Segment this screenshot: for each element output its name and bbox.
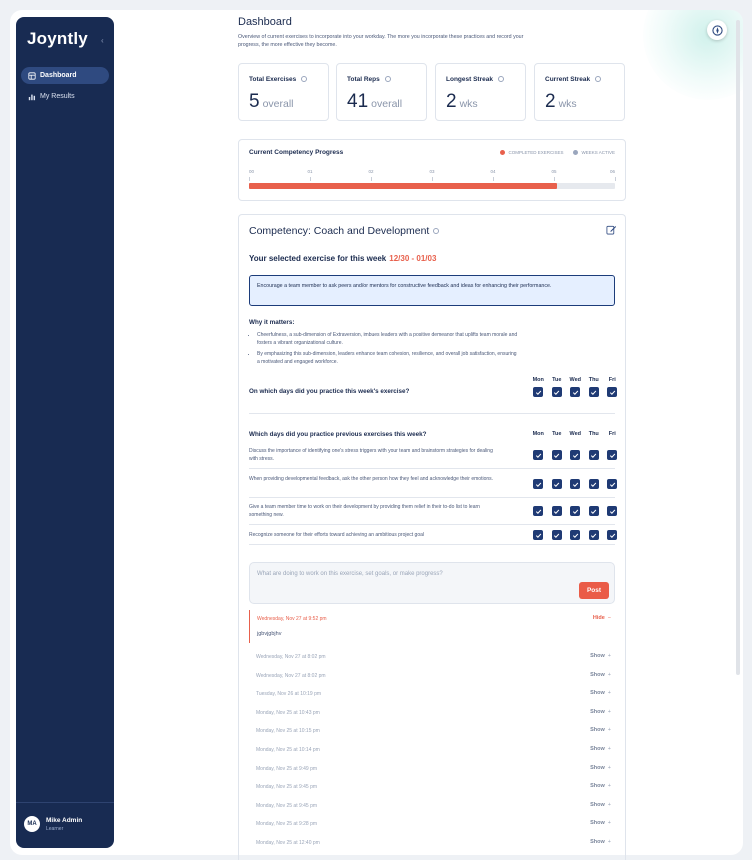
comment-box[interactable]	[249, 562, 615, 604]
progress-tick-label: 05	[551, 169, 557, 174]
info-icon[interactable]	[301, 76, 307, 82]
stat-total-exercises	[238, 63, 329, 121]
this-week-question: On which days did you practice this week's exercise?	[249, 388, 410, 395]
list-item: • By emphasizing this sub-dimension, leaders enhance team cohesion, resilience, and overall job satisfaction, ensuring a motivated and engaged workforce.	[257, 351, 519, 366]
checkbox-tue[interactable]	[552, 530, 562, 540]
stat-label: Total Exercises	[249, 76, 297, 83]
divider	[249, 413, 615, 414]
history-toggle-label: Show	[590, 746, 605, 752]
checkbox-fri[interactable]	[607, 506, 617, 516]
history-date: Monday, Nov 25 at 9:49 pm	[256, 765, 318, 772]
stat-unit: wks	[459, 98, 478, 110]
list-item	[249, 760, 615, 778]
checkbox-tue[interactable]	[552, 450, 562, 460]
day-label: Fri	[608, 377, 616, 383]
history-toggle-label: Show	[590, 764, 605, 771]
list-item	[249, 685, 615, 703]
history-toggle-button[interactable]	[590, 802, 611, 808]
day-label: Thu	[588, 431, 599, 437]
info-icon[interactable]	[595, 76, 601, 82]
plus-icon: +	[607, 708, 611, 715]
prev-exercise-checkboxes	[533, 506, 617, 516]
history-toggle-label: Show	[590, 727, 605, 734]
competency-progress-card	[238, 139, 626, 201]
day-label: Tue	[552, 431, 562, 437]
check-icon	[590, 452, 597, 459]
check-icon	[590, 508, 597, 515]
history-toggle-label: Show	[590, 783, 605, 790]
avatar: MA	[24, 816, 40, 832]
day-label: Thu	[588, 377, 599, 383]
week-label: Your selected exercise for this week	[249, 254, 387, 263]
progress-track	[249, 183, 615, 189]
history-date: Monday, Nov 25 at 9:45 pm	[256, 802, 318, 809]
checkbox-fri[interactable]	[607, 530, 617, 540]
check-icon	[609, 389, 616, 396]
check-icon	[553, 389, 560, 396]
check-icon	[609, 481, 616, 488]
history-date: Wednesday, Nov 27 at 8:02 pm	[256, 654, 326, 660]
history-toggle-label: Show	[590, 839, 605, 845]
progress-tick-label: 00	[249, 169, 255, 174]
checkbox-thu[interactable]	[589, 530, 599, 540]
check-icon	[535, 508, 542, 515]
progress-tick-label: 01	[307, 169, 313, 174]
prev-exercise-text: When providing developmental feedback, ask the other person how they feel and acknowledge their emotions.	[249, 476, 494, 482]
checkbox-tue[interactable]	[552, 506, 562, 516]
checkbox-fri[interactable]	[607, 450, 617, 460]
checkbox-mon[interactable]	[533, 530, 543, 540]
check-icon	[590, 532, 597, 539]
history-toggle-button[interactable]	[590, 653, 611, 659]
checkbox-thu[interactable]	[589, 450, 599, 460]
stat-label: Current Streak	[545, 76, 591, 83]
prev-exercise-checkboxes	[533, 450, 617, 460]
sidebar	[16, 17, 114, 848]
table-row	[249, 500, 615, 525]
history-toggle-label: Show	[590, 708, 605, 715]
week-dates: 12/30 - 01/03	[389, 254, 437, 263]
list-item	[249, 610, 615, 643]
sidebar-item-label: Dashboard	[40, 72, 77, 79]
table-row	[249, 527, 615, 545]
check-icon	[535, 532, 542, 539]
minus-icon: −	[607, 615, 611, 621]
plus-icon: +	[607, 727, 611, 734]
history-toggle-button[interactable]	[593, 615, 611, 621]
list-item	[249, 648, 615, 666]
plus-icon: +	[607, 764, 611, 771]
checkbox-thu[interactable]	[589, 479, 599, 489]
plus-icon: +	[607, 746, 611, 752]
checkbox-wed[interactable]	[570, 530, 580, 540]
check-icon	[535, 389, 542, 396]
stat-label: Longest Streak	[446, 76, 493, 83]
history-date: Monday, Nov 25 at 9:28 pm	[256, 821, 318, 828]
history-body: jgbvjgbjhv	[257, 631, 282, 637]
page-scrollbar[interactable]	[736, 20, 740, 675]
stat-unit: overall	[371, 98, 403, 110]
plus-icon: +	[607, 801, 611, 808]
edit-icon[interactable]	[606, 224, 617, 235]
user-role: Learner	[46, 825, 64, 832]
progress-tick-mark	[493, 177, 494, 181]
this-week-checkboxes	[533, 387, 617, 397]
checkbox-wed[interactable]	[570, 387, 580, 397]
check-icon	[535, 452, 542, 459]
decorative-glow	[643, 10, 743, 100]
why-title: Why it matters:	[249, 319, 295, 326]
history-toggle-button[interactable]	[590, 820, 611, 826]
stat-total-reps	[336, 63, 427, 121]
stat-current-streak	[534, 63, 625, 121]
stat-unit: overall	[262, 98, 294, 110]
day-label: Fri	[608, 431, 616, 437]
list-item	[249, 722, 615, 740]
results-icon	[28, 93, 36, 101]
selected-exercise: Encourage a team member to ask peers and/or mentors for constructive feedback and ideas for enhancing their performance.	[249, 275, 615, 306]
progress-tick-mark	[432, 177, 433, 181]
checkbox-wed[interactable]	[570, 450, 580, 460]
checkbox-wed[interactable]	[570, 479, 580, 489]
check-icon	[609, 532, 616, 539]
progress-tick-label: 04	[490, 169, 496, 174]
day-label: Wed	[569, 431, 581, 437]
history-toggle-button[interactable]	[590, 727, 611, 733]
check-icon	[572, 481, 579, 488]
info-icon[interactable]	[498, 76, 504, 82]
collapse-sidebar-button[interactable]: ‹	[101, 36, 104, 45]
history-toggle-button[interactable]	[590, 746, 611, 752]
plus-icon: +	[607, 839, 611, 845]
day-label: Mon	[532, 431, 544, 437]
sidebar-item-label: My Results	[40, 93, 75, 100]
checkbox-tue[interactable]	[552, 387, 562, 397]
checkbox-mon[interactable]	[533, 479, 543, 489]
day-label: Mon	[532, 377, 544, 383]
history-toggle-button[interactable]	[590, 709, 611, 715]
prev-exercise-checkboxes	[533, 530, 617, 540]
progress-title: Current Competency Progress	[249, 149, 344, 156]
sidebar-item-dashboard[interactable]	[21, 67, 109, 84]
check-icon	[535, 481, 542, 488]
check-icon	[553, 481, 560, 488]
history-date: Monday, Nov 25 at 10:14 pm	[256, 747, 320, 753]
day-label: Tue	[552, 377, 562, 383]
list-item	[249, 797, 615, 815]
plus-icon: +	[607, 671, 611, 678]
check-icon	[590, 481, 597, 488]
history-date: Monday, Nov 25 at 9:45 pm	[256, 784, 318, 791]
check-icon	[553, 532, 560, 539]
sidebar-divider	[16, 802, 114, 803]
list-item	[249, 834, 615, 852]
progress-tick-mark	[249, 177, 250, 181]
checkbox-tue[interactable]	[552, 479, 562, 489]
check-icon	[572, 508, 579, 515]
stat-value: 41	[347, 91, 369, 112]
page-subtitle: Overview of current exercises to incorporate into your workday. The more you incorporate these practices and record your progress, the more effective they become.	[238, 34, 524, 48]
comment-input[interactable]: What are doing to work on this exercise, set goals, or make progress?	[257, 571, 443, 577]
competency-title: Competency: Coach and Development	[249, 225, 430, 237]
plus-icon: +	[607, 653, 611, 659]
checkbox-mon[interactable]	[533, 506, 543, 516]
check-icon	[609, 452, 616, 459]
check-icon	[572, 452, 579, 459]
plus-icon: +	[607, 690, 611, 697]
checkbox-fri[interactable]	[607, 479, 617, 489]
prev-exercise-checkboxes	[533, 479, 617, 489]
sidebar-nav	[21, 67, 109, 109]
history-toggle-label: Show	[590, 653, 605, 659]
list-item	[249, 667, 615, 685]
stat-longest-streak	[435, 63, 526, 121]
checkbox-mon[interactable]	[533, 387, 543, 397]
progress-tick-label: 06	[609, 169, 615, 174]
user-name: Mike Admin	[46, 816, 83, 824]
compass-icon	[712, 25, 723, 36]
check-icon	[553, 452, 560, 459]
day-label: Wed	[569, 377, 581, 383]
competency-card	[238, 214, 626, 860]
prev-question: Which days did you practice previous exercises this week?	[249, 431, 427, 438]
history-date: Monday, Nov 25 at 10:43 pm	[256, 709, 320, 716]
history-toggle-button[interactable]	[590, 783, 611, 789]
stat-label: Total Reps	[347, 76, 380, 83]
app-logo: Joyntly	[27, 29, 88, 48]
history-toggle-button[interactable]	[590, 765, 611, 771]
list-item: • Cheerfulness, a sub-dimension of Extraversion, imbues leaders with a positive demeanor that uplifts team morale and fosters a vibrant organizational culture.	[257, 332, 519, 347]
legend-completed: COMPLETED EXERCISES	[508, 150, 564, 155]
history-toggle-label: Show	[590, 671, 605, 678]
progress-legend	[490, 150, 615, 155]
list-item	[249, 704, 615, 722]
history-date: Monday, Nov 25 at 10:15 pm	[256, 728, 320, 735]
progress-tick-mark	[554, 177, 555, 181]
history-toggle-label: Show	[590, 801, 605, 808]
checkbox-mon[interactable]	[533, 450, 543, 460]
plus-icon: +	[607, 783, 611, 790]
prev-exercise-text: Recognize someone for their efforts toward achieving an ambitious project goal	[249, 532, 425, 538]
stat-unit: wks	[558, 98, 577, 110]
check-icon	[590, 389, 597, 396]
table-row	[249, 445, 615, 469]
progress-tick-label: 03	[429, 169, 435, 174]
plus-icon: +	[607, 820, 611, 827]
completed-dot-icon	[500, 150, 505, 155]
progress-tick-label: 02	[368, 169, 374, 174]
check-icon	[553, 508, 560, 515]
check-icon	[609, 508, 616, 515]
history-toggle-label: Show	[590, 690, 605, 697]
why-list	[249, 332, 519, 370]
history-date: Monday, Nov 25 at 12:40 pm	[256, 840, 320, 846]
stat-value: 2	[545, 91, 556, 112]
checkbox-wed[interactable]	[570, 506, 580, 516]
progress-tickmarks	[249, 177, 615, 181]
history-date: Wednesday, Nov 27 at 8:02 pm	[256, 672, 326, 679]
floating-action-button[interactable]	[707, 20, 727, 40]
legend-weeks: WEEKS ACTIVE	[581, 150, 615, 155]
info-icon[interactable]	[433, 228, 439, 234]
table-row	[249, 471, 615, 498]
history-date: Tuesday, Nov 26 at 10:19 pm	[256, 691, 322, 698]
progress-tick-mark	[310, 177, 311, 181]
list-item	[249, 778, 615, 796]
progress-tick-mark	[615, 177, 616, 181]
list-item	[249, 741, 615, 759]
checkbox-thu[interactable]	[589, 506, 599, 516]
user-profile[interactable]	[24, 816, 82, 832]
sidebar-item-my-results[interactable]	[21, 88, 109, 105]
info-icon[interactable]	[385, 76, 391, 82]
history-toggle-label: Hide	[592, 615, 605, 621]
prev-exercise-text: Discuss the importance of identifying one's stress triggers with your team and brainstorm strategies for dealing with stress.	[249, 448, 493, 462]
history-toggle-button[interactable]	[590, 672, 611, 678]
dashboard-icon	[28, 72, 36, 80]
stat-value: 2	[446, 91, 457, 112]
history-toggle-label: Show	[590, 820, 605, 827]
weeks-dot-icon	[573, 150, 578, 155]
checkbox-fri[interactable]	[607, 387, 617, 397]
prev-exercise-text: Give a team member time to work on their development by providing them relief in their to-do list to learn something new.	[249, 504, 480, 518]
check-icon	[572, 532, 579, 539]
days-header-this-week	[529, 377, 622, 383]
history-date: Wednesday, Nov 27 at 9:52 pm	[257, 616, 327, 622]
checkbox-thu[interactable]	[589, 387, 599, 397]
page-title: Dashboard	[238, 16, 292, 28]
history-toggle-button[interactable]	[590, 690, 611, 696]
list-item	[249, 815, 615, 833]
stat-value: 5	[249, 91, 260, 112]
days-header-previous	[529, 431, 622, 437]
progress-fill	[249, 183, 557, 189]
history-toggle-button[interactable]	[590, 839, 611, 845]
progress-tick-mark	[371, 177, 372, 181]
progress-ticks	[249, 169, 615, 177]
check-icon	[572, 389, 579, 396]
post-button[interactable]: Post	[579, 582, 609, 599]
